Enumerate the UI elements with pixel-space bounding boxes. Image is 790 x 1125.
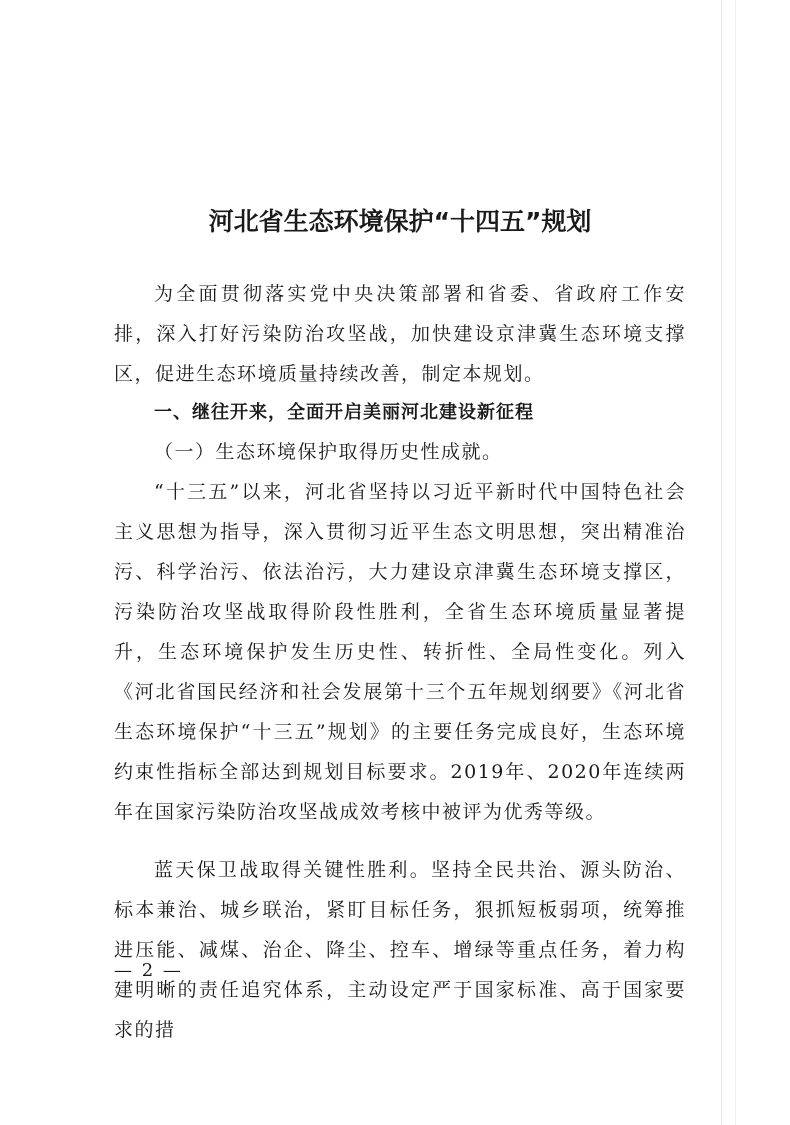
scan-edge-line — [735, 0, 736, 1125]
scan-edge-line — [721, 0, 722, 1125]
body-paragraph: 蓝天保卫战取得关键性胜利。坚持全民共治、源头防治、标本兼治、城乡联治，紧盯目标任务，狠抓短板弱项，统筹推进压能、减煤、治企、降尘、控车、增绿等重点任务，着力构建明晰的责任追究体系，主动设定严于国家标准、高于国家要求的措 — [114, 859, 686, 1041]
subsection-heading: （一）生态环境保护取得历史性成就。 — [154, 441, 503, 463]
intro-paragraph: 为全面贯彻落实党中央决策部署和省委、省政府工作安排，深入打好污染防治攻坚战，加快建设京津冀生态环境支撑区，促进生态环境质量持续改善，制定本规划。 — [114, 283, 686, 385]
body-paragraph: “十三五”以来，河北省坚持以习近平新时代中国特色社会主义思想为指导，深入贯彻习近平生态文明思想，突出精准治污、科学治污、依法治污，大力建设京津冀生态环境支撑区，污染防治攻坚战取得阶段性胜利，全省生态环境质量显著提升，生态环境保护发生历史性、转折性、全局性变化。列入《河北省国民经济和社会发展第十三个五年规划纲要》《河北省生态环境保护“十三五”规划》的主要任务完成良好，生态环境约束性指标全部达到规划目标要求。2019年、2020年连续两年在国家污染防治攻坚战成效考核中被评为优秀等级。 — [114, 481, 686, 823]
document-title: 河北省生态环境保护“十四五”规划 — [208, 207, 592, 236]
section-heading: 一、继往开来，全面开启美丽河北建设新征程 — [154, 402, 534, 423]
document-page — [114, 198, 686, 1050]
page-number: — 2 — — [114, 960, 183, 981]
